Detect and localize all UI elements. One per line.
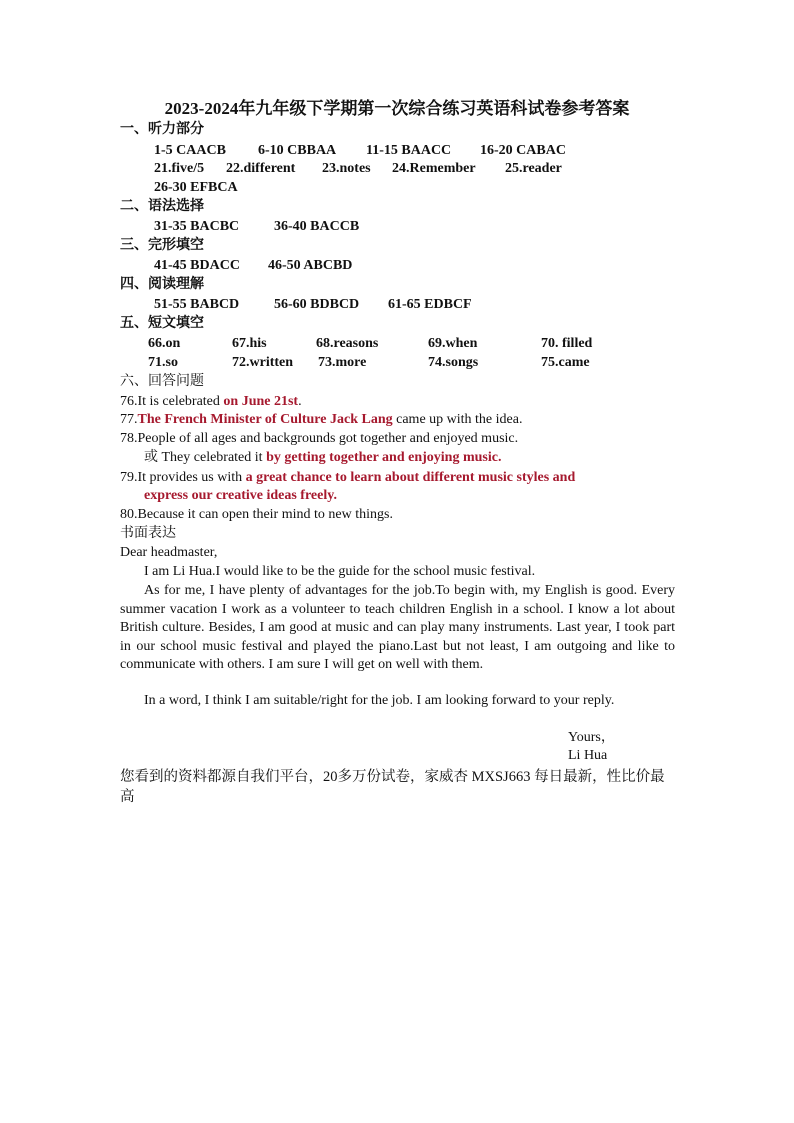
letter-closing: Yours， <box>568 730 615 745</box>
answer-item: 68.reasons <box>316 336 379 351</box>
answer-item: 21.five/5 <box>154 161 205 176</box>
answer-text: came up with the idea. <box>392 412 523 427</box>
answer-79 <box>120 469 575 487</box>
answer-item: 66.on <box>148 336 181 351</box>
answer-group: 46-50 ABCBD <box>268 258 353 273</box>
letter-paragraph-2: As for me, I have plenty of advantages for the job.To begin with, my English is good. Every summer vacation I work as a volunteer to teach children English in a school. I know a lot about British culture. Besides, I am good at music and can play many instruments. Last year, I took part in our school music festival and played the piano.Last but not least, I am outgoing and like to communicate with others. I am sure I will get on well with them. <box>120 583 675 673</box>
answer-group: 26-30 EFBCA <box>154 180 238 195</box>
letter-paragraph-1: I am Li Hua.I would like to be the guide for the school music festival. <box>144 564 536 579</box>
answer-text: 76.It is celebrated <box>120 394 224 409</box>
answer-item: 25.reader <box>505 161 562 176</box>
answer-text: 79.It provides us with <box>120 470 246 485</box>
answer-group: 41-45 BDACC <box>154 258 240 273</box>
answer-group: 36-40 BACCB <box>274 219 360 234</box>
answer-78: 78.People of all ages and backgrounds got together and enjoyed music. <box>120 431 519 446</box>
answer-key-phrase: by getting together and enjoying music. <box>266 450 502 465</box>
letter-signature: Li Hua <box>568 748 608 763</box>
section-heading-cloze: 三、完形填空 <box>120 238 204 253</box>
answer-group: 51-55 BABCD <box>154 297 240 312</box>
answer-77 <box>120 411 522 429</box>
section-heading-answer-questions: 六、回答问题 <box>120 374 204 389</box>
answer-key-phrase: a great chance to learn about different music styles and <box>245 470 576 485</box>
answer-80: 80.Because it can open their mind to new things. <box>120 507 393 522</box>
answer-item: 72.written <box>232 355 294 370</box>
section-heading-reading: 四、阅读理解 <box>120 277 204 292</box>
answer-item: 67.his <box>232 336 267 351</box>
answer-item: 75.came <box>541 355 590 370</box>
page-title: 2023-2024年九年级下学期第一次综合练习英语科试卷参考答案 <box>164 99 630 118</box>
answer-key-phrase: The French Minister of Culture Jack Lang <box>137 412 393 427</box>
answer-group: 61-65 EDBCF <box>388 297 472 312</box>
answer-text: . <box>298 394 302 409</box>
answer-group: 56-60 BDBCD <box>274 297 360 312</box>
section-heading-fill-in: 五、短文填空 <box>120 316 204 331</box>
answer-key-phrase: on June 21st <box>223 394 299 409</box>
answer-item: 24.Remember <box>392 161 476 176</box>
answer-item: 22.different <box>226 161 296 176</box>
section-heading-grammar: 二、语法选择 <box>120 199 204 214</box>
answer-item: 71.so <box>148 355 178 370</box>
answer-item: 23.notes <box>322 161 371 176</box>
answer-group: 6-10 CBBAA <box>258 143 337 158</box>
footer-promo-text: 您看到的资料都源自我们平台，20多万份试卷，家威杏 MXSJ663 每日最新，性比价最高 <box>120 769 665 805</box>
answer-group: 16-20 CABAC <box>480 143 566 158</box>
answer-79-continued: express our creative ideas freely. <box>144 488 337 503</box>
answer-item: 73.more <box>318 355 367 370</box>
answer-group: 31-35 BACBC <box>154 219 240 234</box>
answer-76 <box>120 393 302 411</box>
answer-78-alternative <box>144 449 501 467</box>
letter-salutation: Dear headmaster, <box>120 545 218 560</box>
letter-paragraph-3: In a word, I think I am suitable/right for the job. I am looking forward to your reply. <box>144 693 615 708</box>
answer-group: 11-15 BAACC <box>366 143 452 158</box>
answer-item: 70. filled <box>541 336 593 351</box>
answer-item: 69.when <box>428 336 478 351</box>
answer-item: 74.songs <box>428 355 479 370</box>
answer-text: 或 They celebrated it <box>144 450 267 465</box>
section-heading-listening: 一、听力部分 <box>120 122 204 137</box>
answer-number: 77. <box>120 412 138 427</box>
section-heading-writing: 书面表达 <box>120 526 176 541</box>
answer-group: 1-5 CAACB <box>154 143 226 158</box>
